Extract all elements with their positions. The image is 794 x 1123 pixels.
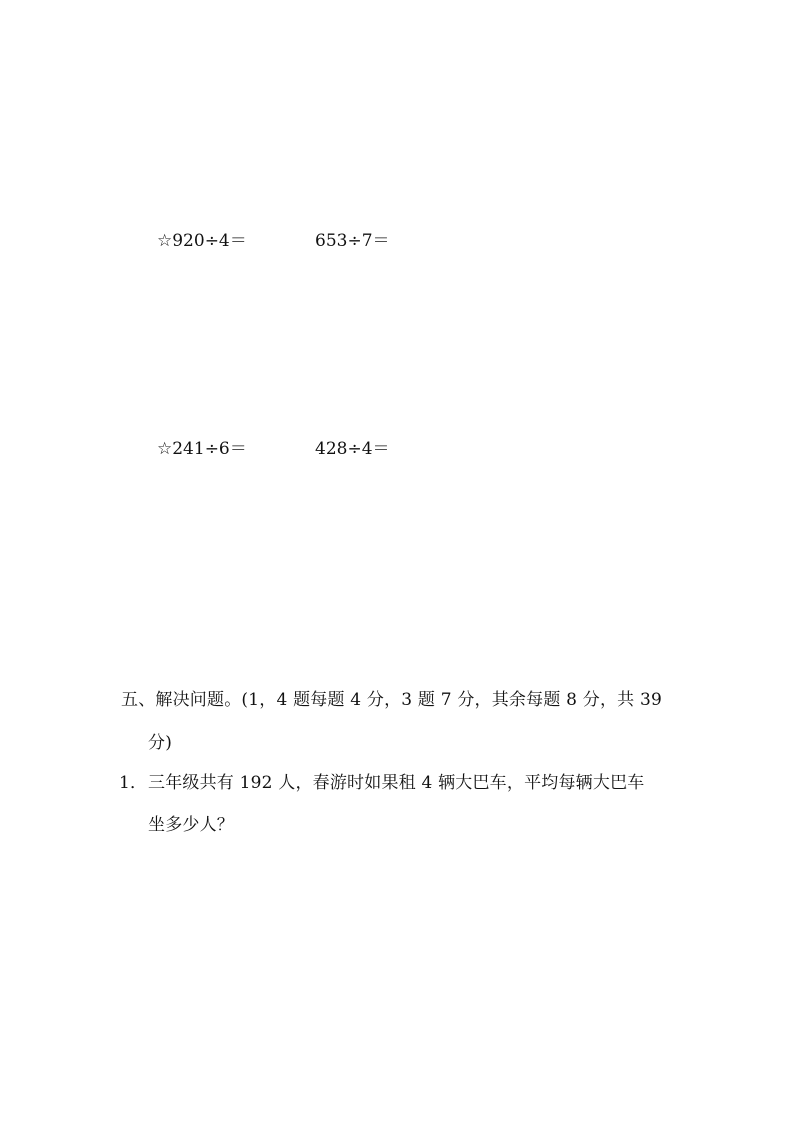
calc-problem-428-div-4: 428÷4＝: [315, 439, 390, 459]
problem-text-continued: 坐多少人？: [148, 815, 234, 835]
problem-number: 1．: [119, 773, 148, 793]
section-five-heading: 五、解决问题。(1，4 题每题 4 分，3 题 7 分，其余每题 8 分，共 39: [121, 690, 662, 710]
calc-problem-920-div-4: ☆920÷4＝: [157, 231, 247, 251]
calc-problem-241-div-6: ☆241÷6＝: [157, 439, 247, 459]
calc-problem-653-div-7: 653÷7＝: [315, 231, 390, 251]
problem-text: 三年级共有 192 人，春游时如果租 4 辆大巴车，平均每辆大巴车: [148, 773, 645, 793]
section-five-heading-continued: 分): [148, 733, 173, 753]
